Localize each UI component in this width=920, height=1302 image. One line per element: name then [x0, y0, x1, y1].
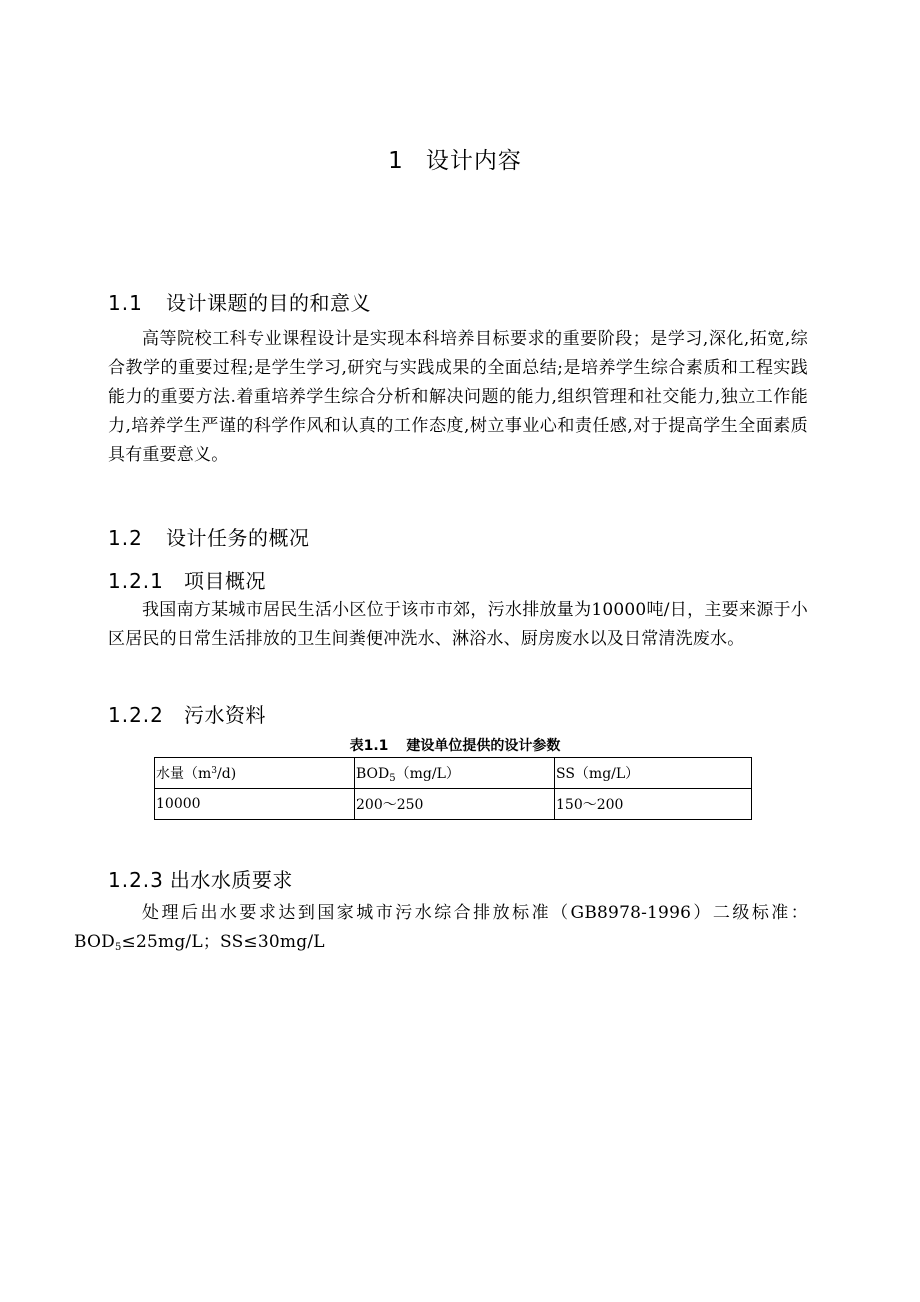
section-heading-1-2 — [108, 522, 310, 551]
header-ss: SS（mg/L） — [555, 758, 752, 789]
section-1-1-body: 高等院校工科专业课程设计是实现本科培养目标要求的重要阶段；是学习,深化,拓宽,综合教学的重要过程;是学生学习,研究与实践成果的全面总结;是培养学生综合素质和工程实践能力的重要方法.着重培养学生综合分析和解决问题的能力,组织管理和社交能力,独立工作能力,培养学生严谨的科学作风和认真的工作态度,树立事业心和责任感,对于提高学生全面素质具有重要意义。 — [108, 329, 808, 465]
header-bod: $BOD_5(mg/L)$ — [355, 758, 555, 789]
section-number: 1.2.3 — [108, 868, 164, 892]
section-title: 设计课题的目的和意义 — [166, 291, 371, 315]
section-1-2-3-body — [74, 899, 808, 962]
header-water-volume: 水量$(m^3/d)$ — [155, 758, 355, 789]
section-heading-1-2-3 — [108, 864, 293, 893]
section-title: 项目概况 — [184, 569, 266, 593]
design-parameter-table — [154, 757, 752, 820]
section-number: 1.2 — [108, 526, 143, 550]
chapter-title: 设计内容 — [425, 148, 522, 174]
section-number: 1.1 — [108, 291, 143, 315]
section-number: 1.2.2 — [108, 703, 164, 727]
table-caption-number: 表1.1 — [349, 738, 389, 754]
cell-bod: 200～250 — [355, 789, 555, 820]
section-heading-1-2-1 — [108, 565, 266, 594]
table-row — [155, 789, 752, 820]
section-title: 污水资料 — [184, 703, 266, 727]
chapter-heading — [0, 142, 910, 175]
effluent-limits: $BOD_5\le 25mg/L$；SS≤30mg/L — [74, 932, 325, 953]
section-heading-1-2-2 — [108, 699, 266, 728]
cell-water-volume: 10000 — [155, 789, 355, 820]
chapter-number: 1 — [388, 148, 404, 174]
section-heading-1-1 — [108, 287, 371, 316]
effluent-standard-text: 处理后出水要求达到国家城市污水综合排放标准（GB8978-1996）二级标准： — [142, 903, 808, 923]
section-title: 出水水质要求 — [169, 868, 293, 892]
table-header-row — [155, 758, 752, 789]
table-caption-title: 建设单位提供的设计参数 — [406, 738, 561, 754]
section-title: 设计任务的概况 — [166, 526, 310, 550]
section-1-2-1-body: 我国南方某城市居民生活小区位于该市市郊，污水排放量为10000吨/日，主要来源于小区居民的日常生活排放的卫生间粪便冲洗水、淋浴水、厨房废水以及日常清洗废水。 — [108, 600, 808, 649]
cell-ss: 150～200 — [555, 789, 752, 820]
section-number: 1.2.1 — [108, 569, 164, 593]
table-caption — [0, 735, 910, 755]
